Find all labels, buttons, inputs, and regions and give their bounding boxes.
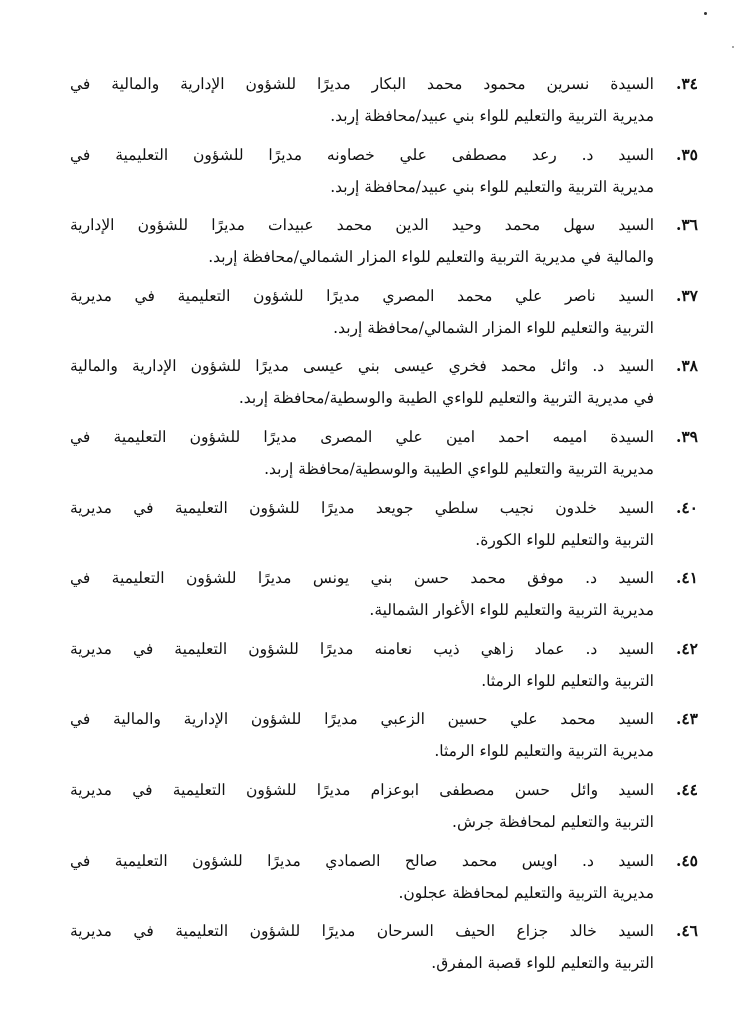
list-item: [70, 280, 698, 351]
list-item: [70, 703, 698, 774]
item-text: [70, 209, 654, 273]
list-item: [70, 209, 698, 280]
item-line-1: السيد د. اويس محمد صالح الصمادي مديرًا للشؤون التعليمية في: [70, 851, 654, 870]
item-line-1: السيد خالد جزاع الحيف السرحان مديرًا للشؤون التعليمية في مديرية: [70, 922, 654, 941]
list-item: [70, 421, 698, 492]
item-number: ٤٥.: [675, 850, 698, 870]
list-item: [70, 139, 698, 210]
item-line-1: السيد ناصر علي محمد المصري مديرًا للشؤون التعليمية في مديرية: [70, 286, 654, 305]
list-item: [70, 915, 698, 986]
item-line-2: مديرية التربية والتعليم للواء بني عبيد/محافظة إربد.: [330, 107, 654, 125]
item-text: [70, 845, 654, 909]
item-line-1: السيد خلدون نجيب سلطي جويعد مديرًا للشؤون التعليمية في مديرية: [70, 498, 654, 517]
item-text: [70, 280, 654, 344]
speck-mark: [704, 12, 707, 15]
item-number: ٣٤.: [675, 74, 698, 93]
item-number: ٤١.: [675, 568, 698, 588]
item-line-1: السيد د. موفق محمد حسن بني يونس مديرًا للشؤون التعليمية في: [70, 569, 654, 588]
item-line-2: التربية والتعليم للواء الرمثا.: [481, 671, 654, 690]
appointments-list: [70, 68, 698, 986]
item-line-1: السيد د. عماد زاهي ذيب نعامنه مديرًا للشؤون التعليمية في مديرية: [70, 639, 654, 658]
list-item: [70, 492, 698, 563]
item-line-2: في مديرية التربية والتعليم للواءي الطيبة والوسطية/محافظة إربد.: [238, 389, 654, 408]
item-number: ٤٤.: [675, 779, 698, 799]
item-number: ٣٦.: [675, 215, 698, 235]
list-item: [70, 845, 698, 916]
item-text: [70, 915, 654, 979]
item-line-2: التربية والتعليم للواء المزار الشمالي/محافظة إربد.: [333, 318, 654, 337]
item-text: [70, 633, 654, 697]
list-item: [70, 68, 698, 139]
item-text: [70, 139, 654, 203]
item-number: ٤٦.: [675, 921, 698, 941]
item-line-2: التربية والتعليم للواء قصبة المفرق.: [431, 954, 654, 973]
list-item: [70, 350, 698, 421]
item-line-2: مديرية التربية والتعليم للواءي الطيبة والوسطية/محافظة إربد.: [264, 459, 654, 478]
list-item: [70, 562, 698, 633]
item-number: ٤٢.: [675, 638, 698, 658]
list-item: [70, 633, 698, 704]
item-line-2: التربية والتعليم للواء الكورة.: [475, 530, 654, 549]
item-text: [70, 562, 654, 626]
speck-mark: [732, 46, 734, 48]
item-line-1: السيد وائل حسن مصطفى ابوعزام مديرًا للشؤون التعليمية في مديرية: [70, 780, 654, 799]
item-number: ٤٣.: [675, 709, 698, 729]
item-line-1: السيد د. رعد مصطفى علي خصاونه مديرًا للشؤون التعليمية في: [70, 145, 654, 164]
list-item: [70, 774, 698, 845]
item-line-1: السيدة اميمه احمد امين علي المصرى مديرًا للشؤون التعليمية في: [70, 427, 654, 446]
item-text: [70, 492, 654, 556]
item-line-2: والمالية في مديرية التربية والتعليم للواء المزار الشمالي/محافظة إربد.: [208, 248, 654, 267]
item-number: ٣٥.: [675, 144, 698, 164]
item-line-2: مديرية التربية والتعليم للواء بني عبيد/محافظة إربد.: [330, 177, 654, 196]
item-line-2: التربية والتعليم لمحافظة جرش.: [452, 812, 654, 831]
item-line-1: السيد د. وائل محمد فخري عيسى بني عيسى مديرًا للشؤون الإدارية والمالية: [70, 357, 654, 376]
item-line-1: السيد سهل محمد وحيد الدين محمد عبيدات مديرًا للشؤون الإدارية: [70, 216, 654, 235]
item-text: [70, 774, 654, 838]
item-number: ٣٨.: [675, 356, 698, 376]
item-text: [70, 350, 654, 414]
item-text: [70, 703, 654, 767]
item-number: ٣٧.: [675, 285, 698, 305]
item-text: [70, 421, 654, 485]
item-number: ٤٠.: [675, 497, 698, 517]
item-text: [70, 68, 654, 132]
item-line-1: السيدة نسرين محمود محمد البكار مديرًا للشؤون الإدارية والمالية في: [70, 75, 654, 93]
item-line-2: مديرية التربية والتعليم للواء الرمثا.: [434, 742, 654, 761]
item-number: ٣٩.: [675, 426, 698, 446]
item-line-2: مديرية التربية والتعليم للواء الأغوار الشمالية.: [369, 601, 654, 620]
item-line-1: السيد محمد علي حسين الزعبي مديرًا للشؤون الإدارية والمالية في: [70, 710, 654, 729]
item-line-2: مديرية التربية والتعليم لمحافظة عجلون.: [398, 883, 654, 902]
